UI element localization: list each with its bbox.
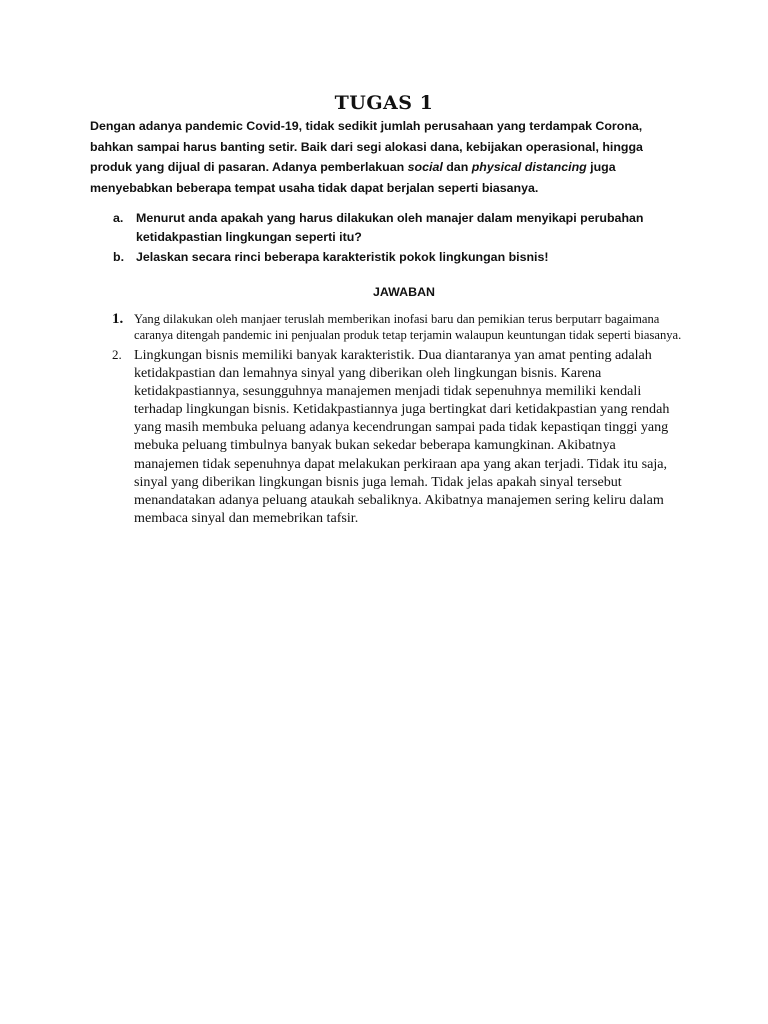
question-item-b xyxy=(90,248,680,267)
answer-marker: 2. xyxy=(112,347,122,362)
question-list xyxy=(90,209,680,269)
question-marker: b. xyxy=(113,250,125,264)
answer-list xyxy=(112,312,682,527)
answer-marker: 1. xyxy=(112,311,124,327)
question-marker: a. xyxy=(113,211,124,225)
intro-paragraph xyxy=(90,116,680,198)
intro-italic-social: social xyxy=(407,160,443,174)
intro-italic-physical-distancing: physical distancing xyxy=(471,160,587,174)
answer-text: Lingkungan bisnis memiliki banyak karakteristik. Dua diantaranya yan amat penting adalah ketidakpastian dan lemahnya sinyal yang diberikan oleh lingkungan bisnis. Karena ketidakpastiannya, sesungguhnya manajemen menjadi tidak sepenuhnya memiliki kendali terhadap lingkungan bisnis. Ketidakpastiannya juga bertingkat dari ketidakpastian yang rendah yang masih membuka peluang adanya kecendrungan sampai pada tidak kepastiqan tinggi yang mebuka peluang timbulnya banyak bukan sekedar beberapa kamungkinan. Akibatnya manajemen tidak sepenuhnya dapat melakukan perkiraan apa yang akan terjadi. Tidak itu saja, sinyal yang diberikan lingkungan bisnis juga lemah. Tidak jelas apakah sinyal tersebut menandatakan adanya peluang ataukah sebaliknya. Akibatnya manajemen sering keliru dalam membaca sinyal dan memebrikan tafsir. xyxy=(134,347,670,526)
question-item-a xyxy=(90,209,680,246)
answer-item-1 xyxy=(112,312,682,343)
answer-item-2 xyxy=(112,346,682,527)
document-title: TUGAS 1 xyxy=(334,92,434,114)
intro-text-part1: Dengan adanya pandemic Covid-19, tidak sedikit jumlah perusahaan yang terdampak Corona, bahkan sampai harus banting setir. Baik dari segi alokasi dana, kebijakan operasional, hingga produk yang dijual di pasaran. Adanya pemberlakuan xyxy=(90,119,643,174)
answer-text: Yang dilakukan oleh manjaer teruslah memberikan inofasi baru dan pemikian terus berputarr bagaimana caranya ditengah pandemic ini penjualan produk tetap terjamin walaupun keuntungan tidak seperti biasanya. xyxy=(134,312,682,342)
intro-text-part2: dan xyxy=(442,160,472,174)
intro-text-part3: juga menyebabkan beberapa tempat usaha tidak dapat berjalan seperti biasanya. xyxy=(90,160,616,195)
question-text: Jelaskan secara rinci beberapa karakteristik pokok lingkungan bisnis! xyxy=(136,250,549,264)
question-text: Menurut anda apakah yang harus dilakukan oleh manajer dalam menyikapi perubahan ketidakpastian lingkungan seperti itu? xyxy=(136,211,644,244)
answer-heading: JAWABAN xyxy=(373,285,435,299)
